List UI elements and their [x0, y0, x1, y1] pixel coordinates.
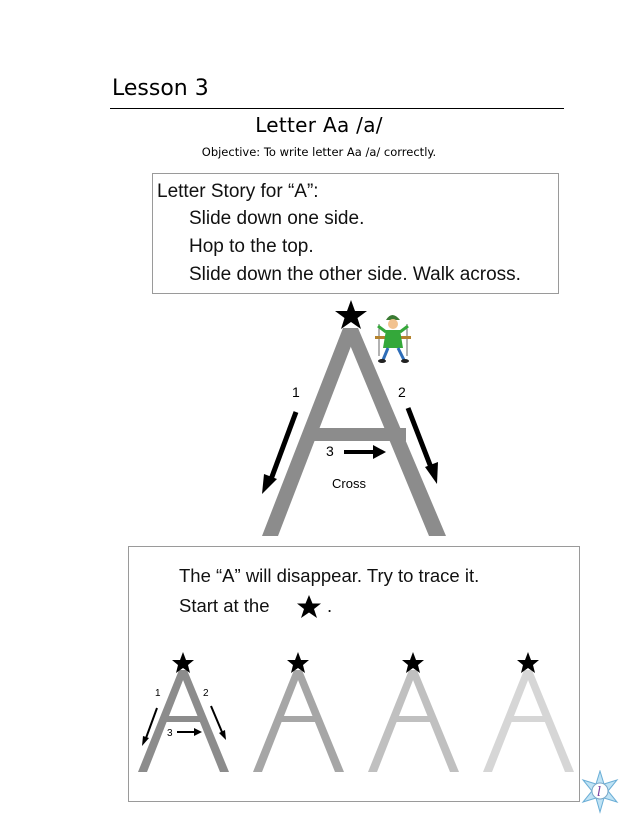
badge-letter: l [597, 785, 602, 800]
star-icon [402, 652, 424, 673]
star-icon [335, 300, 367, 329]
small-stroke-number-2: 2 [203, 688, 209, 699]
star-icon [287, 652, 309, 673]
trace-letter-a-3-shape [368, 670, 459, 772]
cross-label: Cross [332, 476, 366, 491]
page-title: Letter Aa /a/ [255, 113, 383, 137]
snowflake-badge-icon [580, 770, 620, 814]
trace-letter-a-4-shape [483, 670, 574, 772]
heading-rule [110, 108, 564, 109]
story-line-3: Slide down the other side. Walk across. [189, 264, 521, 285]
trace-letter-a-3 [367, 650, 459, 775]
stroke-number-2: 2 [398, 384, 406, 400]
letter-story-box [152, 173, 559, 294]
trace-letter-a-4 [482, 650, 574, 775]
small-arrow-3 [177, 728, 202, 736]
climbing-child-icon [375, 315, 411, 363]
trace-letter-a-1 [137, 650, 229, 775]
trace-instruction-1: The “A” will disappear. Try to trace it. [179, 565, 480, 586]
objective-text: Objective: To write letter Aa /a/ correctly. [201, 145, 437, 159]
trace-letter-a-2 [252, 650, 344, 775]
story-line-1: Slide down one side. [189, 208, 365, 229]
stroke-number-1: 1 [292, 384, 300, 400]
star-icon [172, 652, 194, 673]
story-heading: Letter Story for “A”: [157, 181, 319, 202]
trace-instruction-2: Start at the [179, 595, 270, 616]
lesson-heading: Lesson 3 [112, 76, 209, 101]
small-stroke-number-1: 1 [155, 688, 161, 699]
big-letter-a-diagram [250, 298, 450, 540]
stroke-number-3: 3 [326, 443, 334, 459]
arrow-stroke-3 [344, 445, 386, 459]
small-stroke-number-3: 3 [167, 728, 173, 739]
star-icon [296, 594, 322, 620]
trace-letter-a-2-shape [253, 670, 344, 772]
story-line-2: Hop to the top. [189, 236, 314, 257]
star-icon [517, 652, 539, 673]
trace-instruction-period: . [327, 595, 333, 616]
